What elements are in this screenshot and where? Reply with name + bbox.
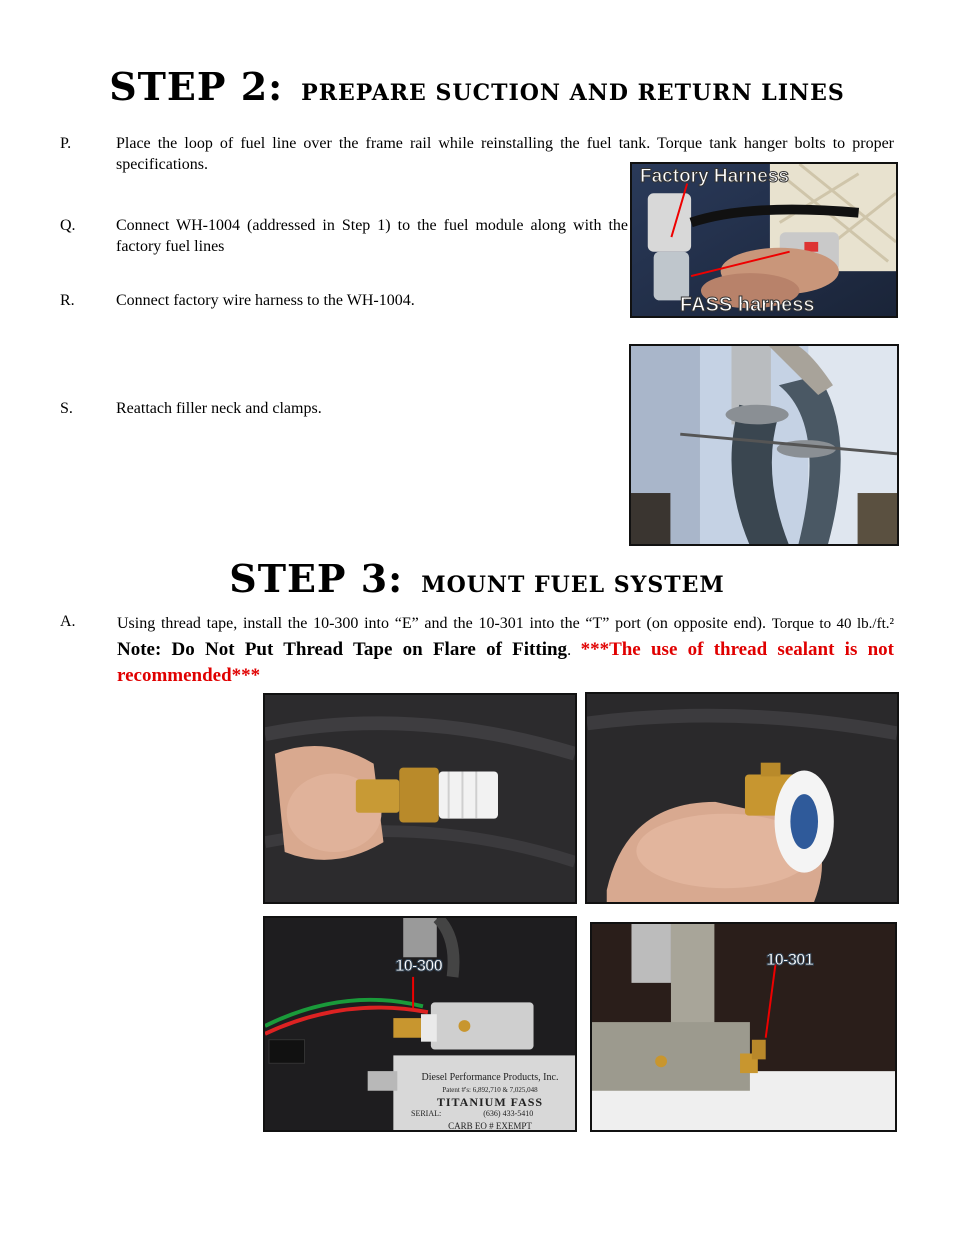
fass-brand: Diesel Performance Products, Inc.: [421, 1072, 559, 1083]
step3-title: MOUNT FUEL SYSTEM: [421, 572, 725, 598]
photo-label-fass: FASS harness: [680, 294, 815, 316]
fitting-tape-photo: [263, 693, 577, 904]
elbow-tape-photo: [585, 692, 899, 904]
fass-patent: Patent #'s: 6,892,710 & 7,025,048: [442, 1086, 538, 1094]
step2-title: PREPARE SUCTION AND RETURN LINES: [301, 80, 845, 106]
note-period: .: [567, 642, 572, 659]
item-text: Connect WH-1004 (addressed in Step 1) to the fuel module along with the factory fuel lines: [116, 217, 628, 255]
step3-label: STEP 3:: [229, 556, 404, 601]
step2-heading: [0, 64, 954, 109]
fass-carb: CARB EO # EXEMPT: [448, 1121, 532, 1131]
fass-serial: SERIAL:: [411, 1109, 442, 1118]
item-text: Connect factory wire harness to the WH-1004.: [116, 292, 415, 309]
list-item-r: [60, 290, 630, 312]
filler-neck-photo: [629, 344, 899, 546]
fass-serial-row: [405, 1108, 575, 1120]
fass-model: TITANIUM FASS: [436, 1095, 544, 1109]
item-letter: Q.: [60, 217, 76, 234]
harness-photo: [630, 162, 898, 318]
torque-spec: Torque to 40 lb./ft.²: [771, 616, 895, 632]
fass-phone: (636) 433-5410: [483, 1109, 534, 1118]
item-text-main: Using thread tape, install the 10-300 into “E” and the 10-301 into the “T” port (on opposite end).: [117, 615, 766, 632]
item-letter: R.: [60, 292, 75, 309]
step2-label: STEP 2:: [109, 64, 284, 109]
item-text: [117, 611, 894, 689]
photo-label-factory: Factory Harness: [640, 166, 789, 187]
item-letter: A.: [60, 613, 76, 630]
thread-tape-note: Note: Do Not Put Thread Tape on Flare of Fitting: [117, 639, 568, 660]
item-text: Place the loop of fuel line over the frame rail while reinstalling the fuel tank. Torque tank hanger bolts to proper specifications.: [116, 135, 894, 173]
fass-label: [405, 1072, 575, 1132]
list-item-a: [60, 611, 896, 686]
fass-pump-photo: [263, 916, 577, 1132]
item-letter: S.: [60, 400, 73, 417]
callout-10-300: 10-300: [395, 956, 442, 975]
list-item-s: [60, 398, 630, 420]
callout-10-301: 10-301: [766, 950, 813, 969]
elbow-10-301-photo: [590, 922, 897, 1132]
step3-heading: [0, 556, 954, 601]
list-item-q: [60, 215, 630, 259]
item-text: Reattach filler neck and clamps.: [116, 400, 322, 417]
sealant-warning: ***The use of thread sealant is not recommended***: [117, 639, 894, 686]
item-letter: P.: [60, 135, 72, 152]
